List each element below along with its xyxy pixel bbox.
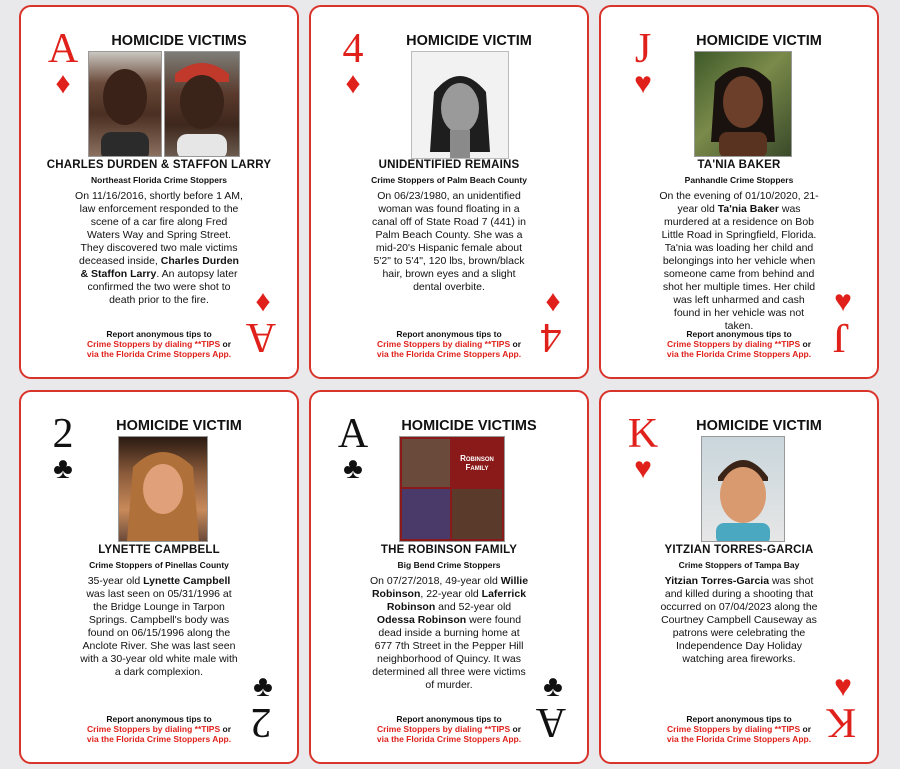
diamond-icon: ♦ <box>255 285 271 318</box>
tips-or: or <box>512 339 522 349</box>
victim-name: TA'NIA BAKER <box>697 159 781 171</box>
tips-or: or <box>222 339 232 349</box>
desc-text: was murdered at a residence on Bob Little Road in Springfield, Florida. Ta'nia was loading her child and belongings into her vehicle when someone came from behind and shot her multiple times. Her child was left unharmed and cash found in her vehicle was not taken. <box>661 203 817 332</box>
tips-or: or <box>802 724 812 734</box>
tips-line-2: Crime Stoppers by dialing **TIPS <box>376 339 511 349</box>
card-rank-inverted: 2 <box>250 699 272 745</box>
tips-line-1: Report anonymous tips to <box>106 714 212 724</box>
desc-victim-name: Charles Durden & Staffon Larry <box>80 255 239 280</box>
card-heading: HOMICIDE VICTIM <box>116 418 242 434</box>
desc-text: 35-year old <box>87 575 144 587</box>
card-rank-inverted: 4 <box>540 314 562 360</box>
diamond-icon: ♦ <box>545 285 561 318</box>
card-robinson-family <box>309 390 589 764</box>
heart-icon: ♥ <box>634 67 652 100</box>
case-description: On 06/23/1980, an unidentified woman was found floating in a canal off of State Road 7 (441) in Palm Beach County. She was a mid-20's Hispanic female about 5'2" to 5'4", 120 lbs, brown/black hair, brown eyes and a slight dental overbite. <box>372 190 526 293</box>
victim-photo-lynette-campbell <box>118 436 208 542</box>
tips-line-1: Report anonymous tips to <box>396 714 502 724</box>
tips-or: or <box>802 339 812 349</box>
portrait-silhouette-icon <box>165 52 239 156</box>
portrait-silhouette-icon <box>89 52 161 156</box>
case-description <box>75 190 243 307</box>
tips-or: or <box>222 724 232 734</box>
heart-icon: ♥ <box>834 670 852 703</box>
victim-photo-staffon-larry <box>164 51 240 157</box>
card-heading: HOMICIDE VICTIM <box>696 33 822 49</box>
tips-line-1: Report anonymous tips to <box>106 329 212 339</box>
photo-willie-robinson <box>402 439 450 487</box>
crime-stoppers-org: Crime Stoppers of Palm Beach County <box>371 175 527 185</box>
tips-line-3: via the Florida Crime Stoppers App. <box>376 734 522 744</box>
diamond-icon: ♦ <box>55 67 71 100</box>
card-heading: HOMICIDE VICTIM <box>406 33 532 49</box>
card-rank-inverted: A <box>535 699 567 745</box>
victim-photo-robinson-family <box>399 436 505 542</box>
desc-text: and 52-year old <box>435 601 512 613</box>
tips-footer <box>659 714 819 744</box>
desc-victim-name: Odessa Robinson <box>376 614 467 626</box>
card-rank: A <box>47 26 79 72</box>
victim-name: UNIDENTIFIED REMAINS <box>378 159 520 171</box>
case-description <box>659 190 819 333</box>
tips-footer <box>79 329 239 359</box>
card-lynette-campbell <box>19 390 299 764</box>
card-durden-larry <box>19 5 299 379</box>
victim-photo-charles-durden <box>88 51 162 157</box>
victim-photo-yitzian-torres-garcia <box>701 436 785 542</box>
card-heading: HOMICIDE VICTIMS <box>111 33 247 49</box>
card-rank: 4 <box>342 26 364 72</box>
card-rank-inverted: J <box>832 314 850 360</box>
tips-line-1: Report anonymous tips to <box>396 329 502 339</box>
desc-text: On 11/16/2016, shortly before 1 AM, law enforcement responded to the scene of a car fire along Fred Waters Way and Spring Street. They discovered two male victims deceased inside, <box>75 190 243 267</box>
card-heading: HOMICIDE VICTIM <box>696 418 822 434</box>
portrait-silhouette-icon <box>119 437 207 541</box>
tips-line-3: via the Florida Crime Stoppers App. <box>666 349 812 359</box>
crime-stoppers-org: Big Bend Crime Stoppers <box>397 560 501 570</box>
tips-line-3: via the Florida Crime Stoppers App. <box>666 734 812 744</box>
card-rank: K <box>627 411 659 457</box>
victim-name: CHARLES DURDEN & STAFFON LARRY <box>46 159 272 171</box>
diamond-icon: ♦ <box>345 67 361 100</box>
card-yitzian-torres-garcia <box>599 390 879 764</box>
card-tania-baker <box>599 5 879 379</box>
photo-laferrick-robinson <box>402 489 450 539</box>
crime-stoppers-org: Crime Stoppers of Pinellas County <box>89 560 229 570</box>
case-description <box>659 575 819 666</box>
desc-text: was shot and killed during a shooting that occurred on 07/04/2023 along the Courtney Campbell Causeway as patrons were celebrating the Independence Day Holiday watching area fireworks. <box>660 575 818 665</box>
desc-text: , 22-year old <box>420 588 482 600</box>
sketch-portrait-icon <box>412 52 508 158</box>
tips-line-1: Report anonymous tips to <box>686 329 792 339</box>
card-unidentified-remains <box>309 5 589 379</box>
crime-stoppers-org: Northeast Florida Crime Stoppers <box>90 175 228 185</box>
tips-footer <box>659 329 819 359</box>
tips-line-2: Crime Stoppers by dialing **TIPS <box>666 339 801 349</box>
card-rank-inverted: A <box>245 314 277 360</box>
desc-text: . An autopsy later confirmed the two were shot to death prior to the fire. <box>87 268 238 306</box>
tips-line-2: Crime Stoppers by dialing **TIPS <box>376 724 511 734</box>
club-icon: ♣ <box>253 670 273 703</box>
tips-line-3: via the Florida Crime Stoppers App. <box>86 734 232 744</box>
victim-name: LYNETTE CAMPBELL <box>98 544 220 556</box>
desc-victim-name: Ta'nia Baker <box>717 203 779 215</box>
tips-footer <box>79 714 239 744</box>
desc-text: were found dead inside a burning home at 677 7th Street in the Pepper Hill neighborhood of Quincy. It was determined all three were victims of murder. <box>372 614 526 691</box>
victim-photo-tania-baker <box>694 51 792 157</box>
club-icon: ♣ <box>53 452 73 485</box>
desc-victim-name: Yitzian Torres-Garcia <box>664 575 770 587</box>
heart-icon: ♥ <box>634 452 652 485</box>
tips-line-3: via the Florida Crime Stoppers App. <box>86 349 232 359</box>
victim-name: YITZIAN TORRES-GARCIA <box>664 544 814 556</box>
victim-name: THE ROBINSON FAMILY <box>380 544 518 556</box>
tips-footer <box>369 714 529 744</box>
card-rank-inverted: K <box>825 699 857 745</box>
desc-text: On the evening of 01/10/2020, 21-year old <box>659 190 819 215</box>
photo-odessa-robinson <box>452 489 502 539</box>
tips-footer <box>369 329 529 359</box>
tips-or: or <box>512 724 522 734</box>
club-icon: ♣ <box>343 452 363 485</box>
case-description <box>79 575 239 679</box>
desc-text: was last seen on 05/31/1996 at the Bridge Lounge in Tarpon Springs. Campbell's body was found on 06/15/1996 along the Anclote River. She was last seen with a 30-year old white male with a dark complexion. <box>80 588 238 678</box>
card-rank: 2 <box>52 411 74 457</box>
desc-text: On 07/27/2018, 49-year old <box>369 575 501 587</box>
photo-label: Robinson Family <box>460 454 494 472</box>
desc-victim-name: Laferrick Robinson <box>386 588 527 613</box>
tips-line-2: Crime Stoppers by dialing **TIPS <box>86 724 221 734</box>
tips-line-2: Crime Stoppers by dialing **TIPS <box>666 724 801 734</box>
card-heading: HOMICIDE VICTIMS <box>401 418 537 434</box>
tips-line-1: Report anonymous tips to <box>686 714 792 724</box>
portrait-silhouette-icon <box>702 437 784 541</box>
victim-sketch-unidentified <box>411 51 509 159</box>
club-icon: ♣ <box>543 670 563 703</box>
card-rank: A <box>337 411 369 457</box>
crime-stoppers-org: Crime Stoppers of Tampa Bay <box>678 560 800 570</box>
portrait-silhouette-icon <box>695 52 791 156</box>
tips-line-3: via the Florida Crime Stoppers App. <box>376 349 522 359</box>
crime-stoppers-org: Panhandle Crime Stoppers <box>684 175 794 185</box>
desc-victim-name: Willie Robinson <box>371 575 529 600</box>
card-rank: J <box>634 26 652 72</box>
desc-victim-name: Lynette Campbell <box>143 575 231 587</box>
tips-line-2: Crime Stoppers by dialing **TIPS <box>86 339 221 349</box>
heart-icon: ♥ <box>834 285 852 318</box>
case-description <box>369 575 529 692</box>
